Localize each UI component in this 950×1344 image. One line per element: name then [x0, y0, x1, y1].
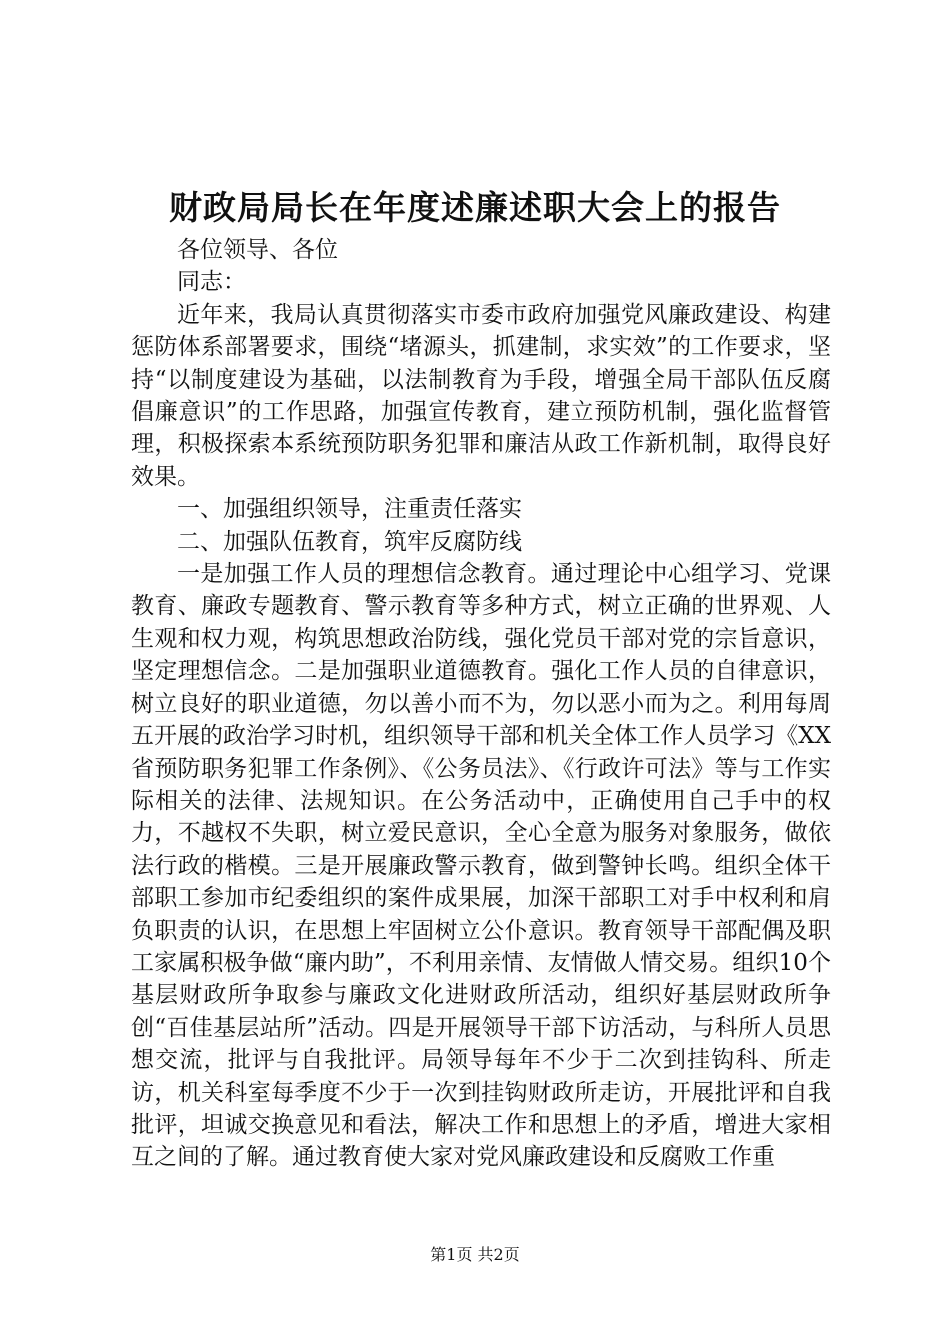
paragraph-intro: 近年来，我局认真贯彻落实市委市政府加强党风廉政建设、构建惩防体系部署要求，围绕“堵源头，抓建制，求实效”的工作要求，坚持“以制度建设为基础，以法制教育为手段，增强全局干部队伍反腐倡廉意识”的工作思路，加强宣传教育，建立预防机制，强化监督管理，积极探索本系统预防职务犯罪和廉洁从政工作新机制，取得良好效果。 [131, 301, 831, 490]
salutation-line-2: 同志： [177, 269, 246, 296]
section-heading-2: 二、加强队伍教育，筑牢反腐防线 [177, 528, 522, 555]
salutation-line-1: 各位领导、各位 [177, 237, 338, 263]
document-body [131, 234, 831, 1174]
page-footer: 第1页 共2页 [430, 1245, 520, 1264]
section-heading-1: 一、加强组织领导，注重责任落实 [177, 496, 522, 523]
document-title: 财政局局长在年度述廉述职大会上的报告 [169, 188, 781, 227]
paragraph-education: 一是加强工作人员的理想信念教育。通过理论中心组学习、党课教育、廉政专题教育、警示教育等多种方式，树立正确的世界观、人生观和权力观，构筑思想政治防线，强化党员干部对党的宗旨意识，坚定理想信念。二是加强职业道德教育。强化工作人员的自律意识，树立良好的职业道德，勿以善小而不为，勿以恶小而为之。利用每周五开展的政治学习时机，组织领导干部和机关全体工作人员学习《XX省预防职务犯罪工作条例》、《公务员法》、《行政许可法》等与工作实际相关的法律、法规知识。在公务活动中，正确使用自己手中的权力，不越权不失职，树立爱民意识，全心全意为服务对象服务，做依法行政的楷模。三是开展廉政警示教育，做到警钟长鸣。组织全体干部职工参加市纪委组织的案件成果展，加深干部职工对手中权利和肩负职责的认识，在思想上牢固树立公仆意识。教育领导干部配偶及职工家属积极争做“廉内助”，不利用亲情、友情做人情交易。组织10个基层财政所争取参与廉政文化进财政所活动，组织好基层财政所争创“百佳基层站所”活动。四是开展领导干部下访活动，与科所人员思想交流，批评与自我批评。局领导每年不少于二次到挂钩科、所走访，机关科室每季度不少于一次到挂钩财政所走访，开展批评和自我批评，坦诚交换意见和看法，解决工作和思想上的矛盾，增进大家相互之间的了解。通过教育使大家对党风廉政建设和反腐败工作重 [131, 561, 831, 1171]
